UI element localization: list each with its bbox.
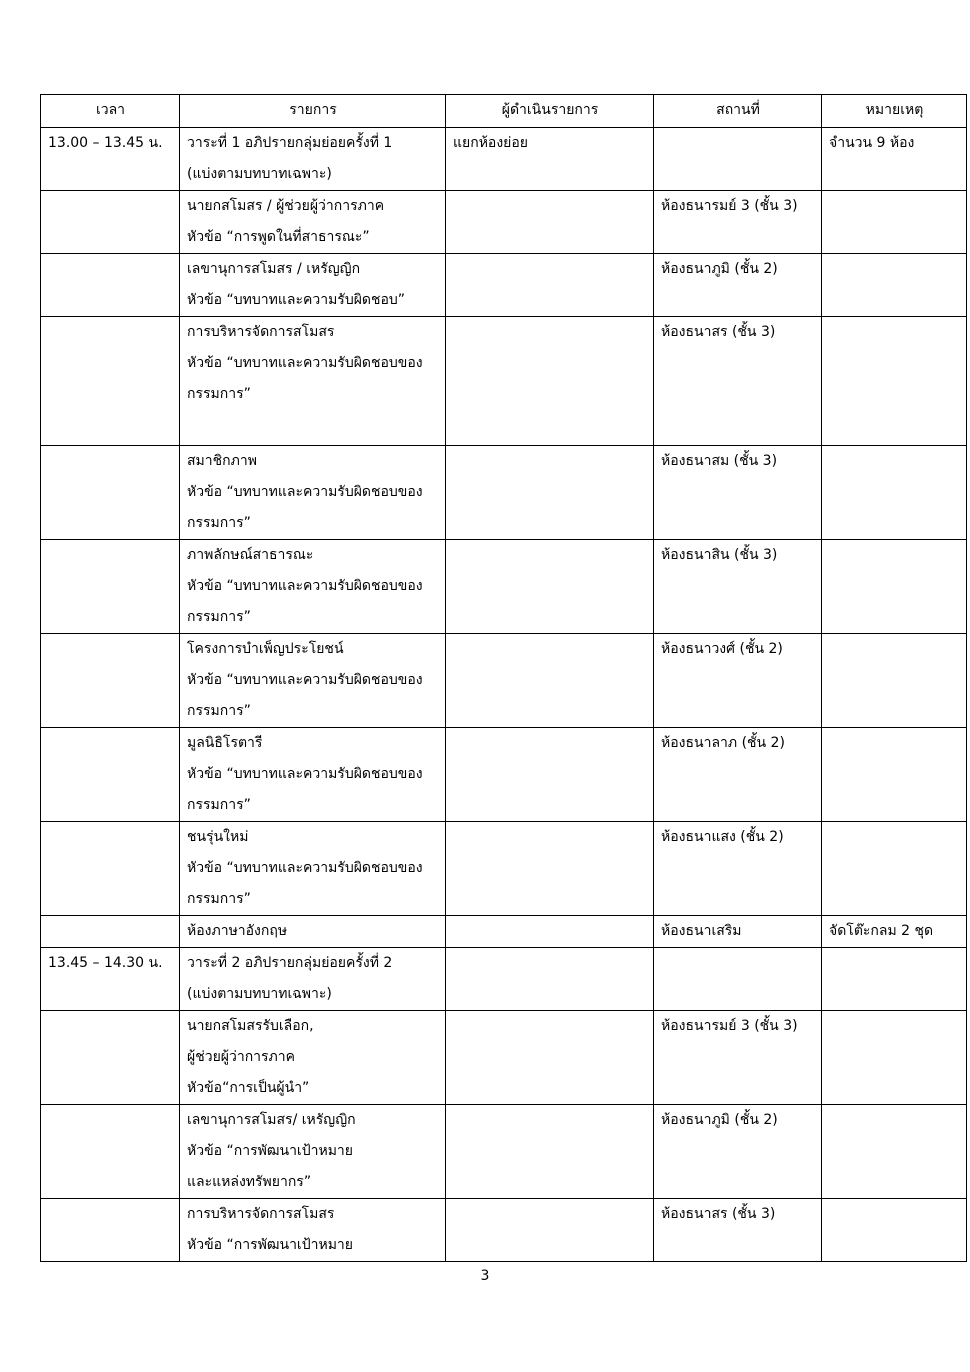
table-row [41, 1199, 967, 1262]
table-row [41, 317, 967, 446]
table-row [41, 128, 967, 191]
cell-host [446, 822, 654, 916]
cell-place: ห้องธนาเสริม [654, 916, 822, 948]
cell-note [822, 728, 967, 822]
cell-item: สมาชิกภาพ หัวข้อ “บทบาทและความรับผิดชอบของ กรรมการ” [180, 446, 446, 540]
cell-time: 13.00 – 13.45 น. [41, 128, 180, 191]
cell-place [654, 128, 822, 191]
cell-host [446, 634, 654, 728]
cell-item: นายกสโมสรรับเลือก, ผู้ช่วยผู้ว่าการภาค หัวข้อ“การเป็นผู้นำ” [180, 1011, 446, 1105]
cell-time [41, 1199, 180, 1262]
cell-host [446, 728, 654, 822]
cell-host [446, 540, 654, 634]
cell-item: การบริหารจัดการสโมสร หัวข้อ “การพัฒนาเป้าหมาย [180, 1199, 446, 1262]
header-note: หมายเหตุ [822, 95, 967, 128]
header-item: รายการ [180, 95, 446, 128]
cell-place [654, 948, 822, 1011]
cell-place: ห้องธนาสร (ชั้น 3) [654, 317, 822, 446]
cell-note [822, 1011, 967, 1105]
table-row [41, 254, 967, 317]
cell-note: จัดโต๊ะกลม 2 ชุด [822, 916, 967, 948]
cell-item: วาระที่ 1 อภิปรายกลุ่มย่อยครั้งที่ 1 (แบ่งตามบทบาทเฉพาะ) [180, 128, 446, 191]
cell-note [822, 317, 967, 446]
cell-time: 13.45 – 14.30 น. [41, 948, 180, 1011]
cell-place: ห้องธนาสร (ชั้น 3) [654, 1199, 822, 1262]
cell-place: ห้องธนาสิน (ชั้น 3) [654, 540, 822, 634]
cell-host [446, 1011, 654, 1105]
cell-item: มูลนิธิโรตารี หัวข้อ “บทบาทและความรับผิดชอบของ กรรมการ” [180, 728, 446, 822]
cell-time [41, 446, 180, 540]
cell-note [822, 446, 967, 540]
cell-time [41, 540, 180, 634]
cell-note [822, 822, 967, 916]
table-row [41, 822, 967, 916]
header-time: เวลา [41, 95, 180, 128]
cell-note [822, 948, 967, 1011]
cell-time [41, 254, 180, 317]
cell-note [822, 191, 967, 254]
cell-item: นายกสโมสร / ผู้ช่วยผู้ว่าการภาค หัวข้อ “การพูดในที่สาธารณะ” [180, 191, 446, 254]
cell-host [446, 948, 654, 1011]
cell-item: เลขานุการสโมสร/ เหรัญญิก หัวข้อ “การพัฒนาเป้าหมาย และแหล่งทรัพยากร” [180, 1105, 446, 1199]
cell-time [41, 822, 180, 916]
cell-place: ห้องธนารมย์ 3 (ชั้น 3) [654, 191, 822, 254]
cell-place: ห้องธนารมย์ 3 (ชั้น 3) [654, 1011, 822, 1105]
cell-item: ห้องภาษาอังกฤษ [180, 916, 446, 948]
cell-item: โครงการบำเพ็ญประโยชน์ หัวข้อ “บทบาทและความรับผิดชอบของ กรรมการ” [180, 634, 446, 728]
table-row [41, 191, 967, 254]
cell-time [41, 634, 180, 728]
table-row [41, 1105, 967, 1199]
cell-item: ชนรุ่นใหม่ หัวข้อ “บทบาทและความรับผิดชอบของ กรรมการ” [180, 822, 446, 916]
cell-note [822, 634, 967, 728]
table-row [41, 916, 967, 948]
cell-host [446, 1105, 654, 1199]
cell-note [822, 1105, 967, 1199]
header-host: ผู้ดำเนินรายการ [446, 95, 654, 128]
cell-host: แยกห้องย่อย [446, 128, 654, 191]
cell-place: ห้องธนาภูมิ (ชั้น 2) [654, 254, 822, 317]
cell-item: วาระที่ 2 อภิปรายกลุ่มย่อยครั้งที่ 2 (แบ่งตามบทบาทเฉพาะ) [180, 948, 446, 1011]
header-row [41, 95, 967, 128]
cell-note: จำนวน 9 ห้อง [822, 128, 967, 191]
cell-host [446, 254, 654, 317]
cell-time [41, 317, 180, 446]
cell-note [822, 1199, 967, 1262]
cell-place: ห้องธนาลาภ (ชั้น 2) [654, 728, 822, 822]
cell-place: ห้องธนาภูมิ (ชั้น 2) [654, 1105, 822, 1199]
table-row [41, 540, 967, 634]
cell-time [41, 916, 180, 948]
table-row [41, 948, 967, 1011]
table-row [41, 634, 967, 728]
cell-item: การบริหารจัดการสโมสร หัวข้อ “บทบาทและความรับผิดชอบของ กรรมการ” [180, 317, 446, 446]
cell-note [822, 254, 967, 317]
table-row [41, 446, 967, 540]
cell-host [446, 191, 654, 254]
cell-host [446, 1199, 654, 1262]
cell-place: ห้องธนาแสง (ชั้น 2) [654, 822, 822, 916]
cell-item: ภาพลักษณ์สาธารณะ หัวข้อ “บทบาทและความรับผิดชอบของ กรรมการ” [180, 540, 446, 634]
table-row [41, 1011, 967, 1105]
cell-time [41, 191, 180, 254]
cell-time [41, 728, 180, 822]
cell-host [446, 446, 654, 540]
cell-place: ห้องธนาสม (ชั้น 3) [654, 446, 822, 540]
schedule-table [40, 94, 967, 1262]
cell-host [446, 916, 654, 948]
cell-time [41, 1105, 180, 1199]
page-number: 3 [480, 1268, 490, 1284]
header-place: สถานที่ [654, 95, 822, 128]
cell-item: เลขานุการสโมสร / เหรัญญิก หัวข้อ “บทบาทและความรับผิดชอบ” [180, 254, 446, 317]
cell-time [41, 1011, 180, 1105]
cell-host [446, 317, 654, 446]
table-row [41, 728, 967, 822]
cell-place: ห้องธนาวงศ์ (ชั้น 2) [654, 634, 822, 728]
cell-note [822, 540, 967, 634]
